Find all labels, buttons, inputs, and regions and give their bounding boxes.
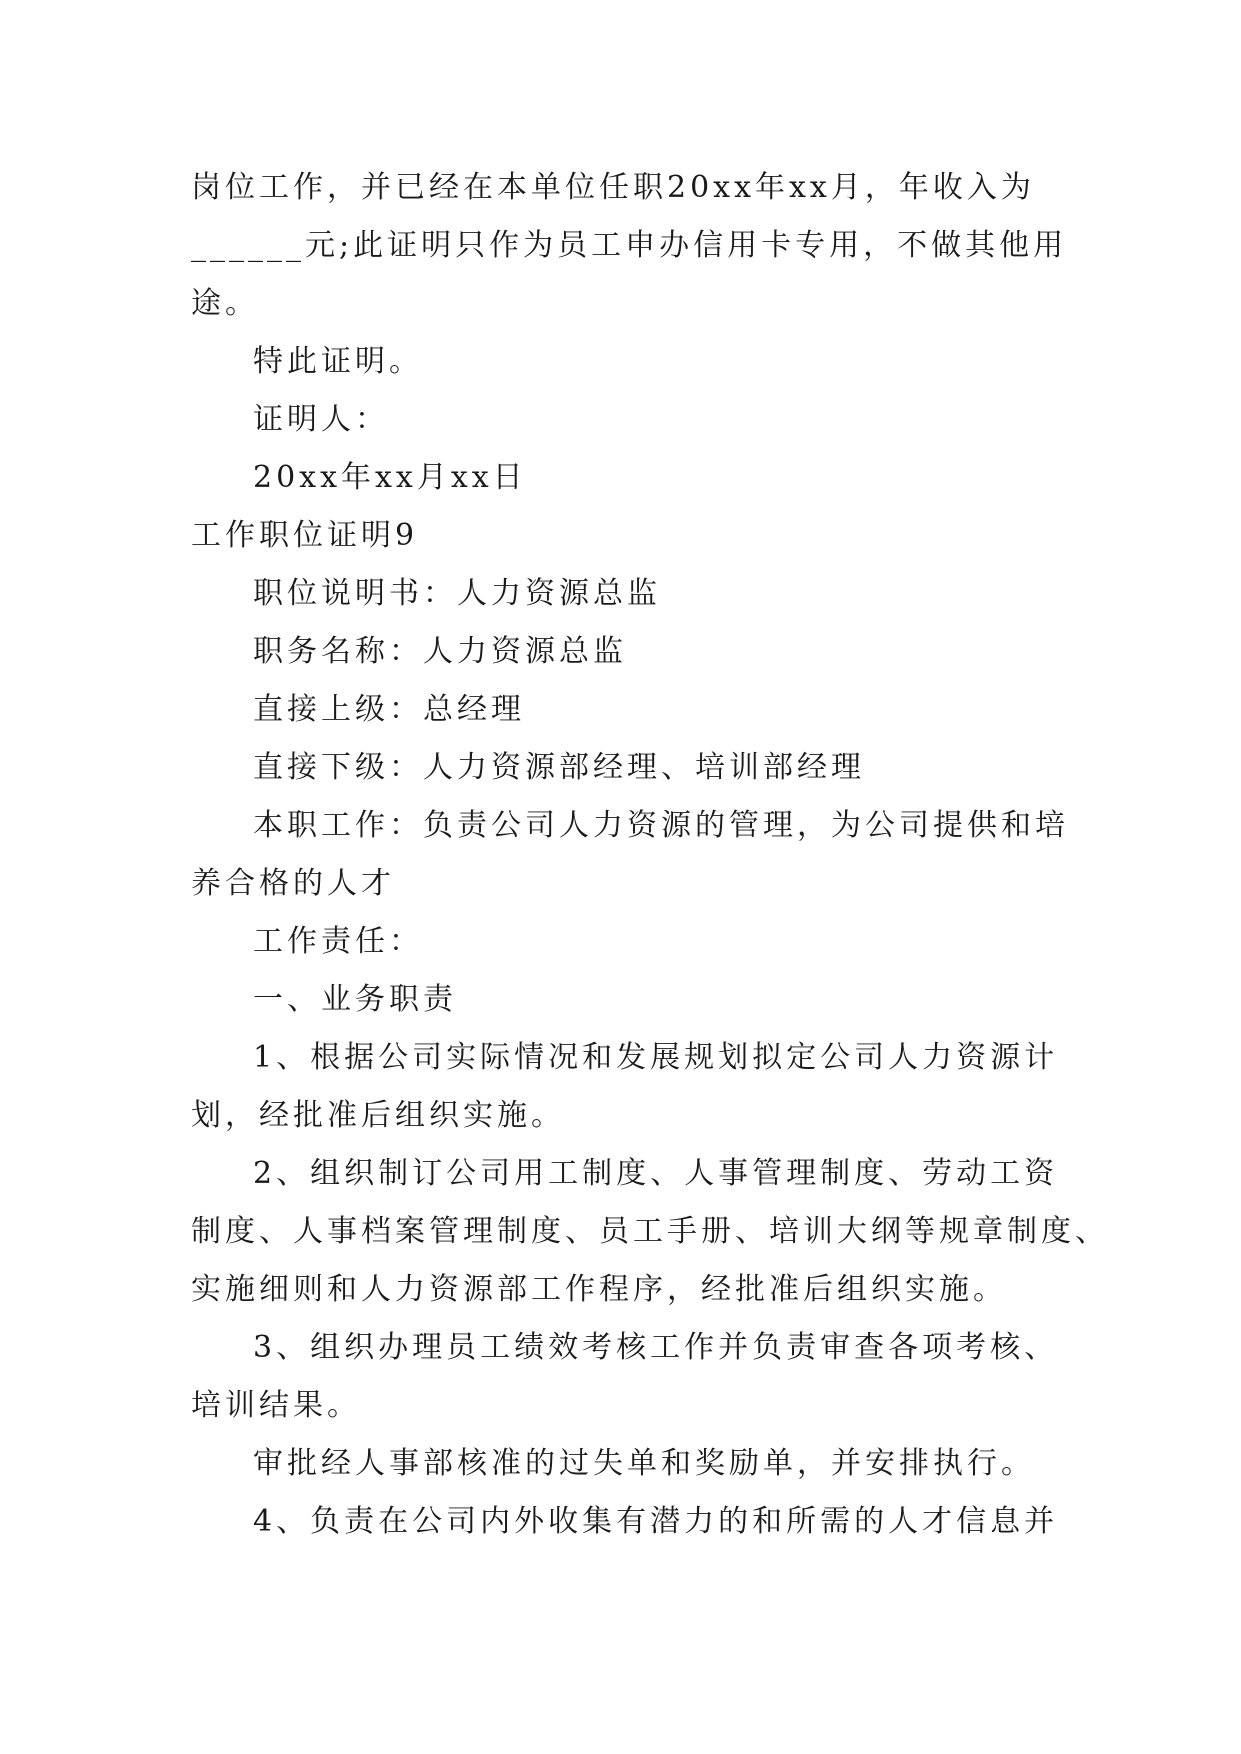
- paragraph-line: 工作责任：: [253, 924, 423, 959]
- paragraph-line: 岗位工作，并已经在本单位任职20xx年xx月，年收入为: [191, 170, 1035, 205]
- paragraph-line: 4、负责在公司内外收集有潜力的和所需的人才信息并: [253, 1504, 1059, 1539]
- paragraph-line: 1、根据公司实际情况和发展规划拟定公司人力资源计: [253, 1040, 1059, 1075]
- paragraph-line: 审批经人事部核准的过失单和奖励单，并安排执行。: [253, 1446, 1035, 1481]
- paragraph-line: 直接上级：总经理: [253, 692, 525, 727]
- paragraph-line: 直接下级：人力资源部经理、培训部经理: [253, 750, 865, 785]
- paragraph-line: ______元;此证明只作为员工申办信用卡专用，不做其他用: [191, 228, 1068, 263]
- paragraph-line: 培训结果。: [191, 1388, 361, 1423]
- date-line: 20xx年xx月xx日: [253, 460, 527, 495]
- section-heading: 工作职位证明9: [191, 518, 419, 553]
- paragraph-line: 划，经批准后组织实施。: [191, 1098, 565, 1133]
- paragraph-line: 特此证明。: [253, 344, 423, 379]
- paragraph-line: 职务名称：人力资源总监: [253, 634, 627, 669]
- paragraph-line: 职位说明书：人力资源总监: [253, 576, 661, 611]
- paragraph-line: 实施细则和人力资源部工作程序，经批准后组织实施。: [191, 1272, 1007, 1307]
- paragraph-line: 途。: [191, 286, 259, 321]
- paragraph-line: 一、业务职责: [253, 982, 457, 1017]
- paragraph-line: 养合格的人才: [191, 866, 395, 901]
- paragraph-line: 3、组织办理员工绩效考核工作并负责审查各项考核、: [253, 1330, 1059, 1365]
- paragraph-line: 本职工作：负责公司人力资源的管理，为公司提供和培: [253, 808, 1069, 843]
- paragraph-line: 证明人：: [253, 402, 389, 437]
- paragraph-line: 2、组织制订公司用工制度、人事管理制度、劳动工资: [253, 1156, 1059, 1191]
- paragraph-line: 制度、人事档案管理制度、员工手册、培训大纲等规章制度、: [191, 1214, 1109, 1249]
